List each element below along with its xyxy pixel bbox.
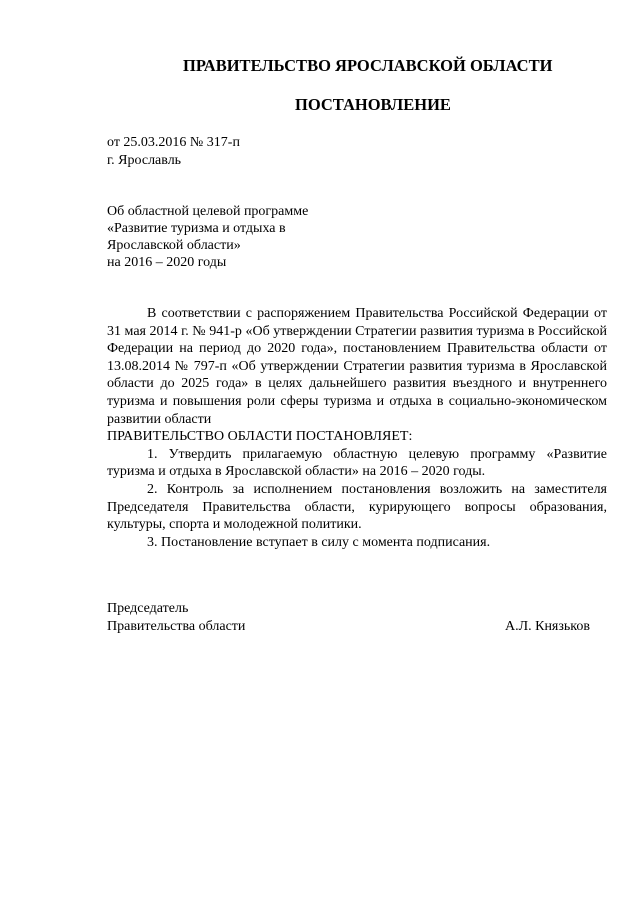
city: г. Ярославль [107,152,182,168]
document-subject [107,203,308,271]
date-number: от 25.03.2016 № 317-п [107,135,240,150]
signature-row [107,618,590,636]
signatory-name: А.Л. Князьков [505,619,590,634]
document-type-heading: ПОСТАНОВЛЕНИЕ [295,95,451,114]
signature-block [107,600,590,636]
resolution-item-3: 3. Постановление вступает в силу с момента подписания. [147,534,491,550]
document-meta [107,134,240,169]
resolves-heading: ПРАВИТЕЛЬСТВО ОБЛАСТИ ПОСТАНОВЛЯЕТ: [107,429,413,445]
signatory-title-line2: Правительства области [107,619,246,634]
preamble-paragraph: В соответствии с распоряжением Правительства Российской Федерации от 31 мая 2014 г. № 941-р «Об утверждении Стратегии развития туризма в Российской Федерации на период до 2020 года», постановлением Правительства области от 13.08.2014 № 797-п «Об утверждении Стратегии развития туризма в Ярославской области до 2025 года» в целях дальнейшего развития въездного и внутреннего туризма и повышения роли сферы туризма и отдыха в социально-экономическом развитии области [107,306,607,427]
resolution-item-2: 2. Контроль за исполнением постановления возложить на заместителя Председателя Правительства области, курирующего вопросы образования, культуры, спорта и молодежной политики. [107,481,607,533]
subject-line: на 2016 – 2020 годы [107,255,227,270]
subject-line: «Развитие туризма и отдыха в [107,221,286,236]
organization-heading: ПРАВИТЕЛЬСТВО ЯРОСЛАВСКОЙ ОБЛАСТИ [183,56,553,75]
subject-line: Об областной целевой программе [107,204,309,219]
document-body [107,305,607,551]
resolution-item-1: 1. Утвердить прилагаемую областную целевую программу «Развитие туризма и отдыха в Ярославской области» на 2016 – 2020 годы. [107,446,607,480]
signatory-title-line1: Председатель [107,601,189,616]
subject-line: Ярославской области» [107,238,241,253]
